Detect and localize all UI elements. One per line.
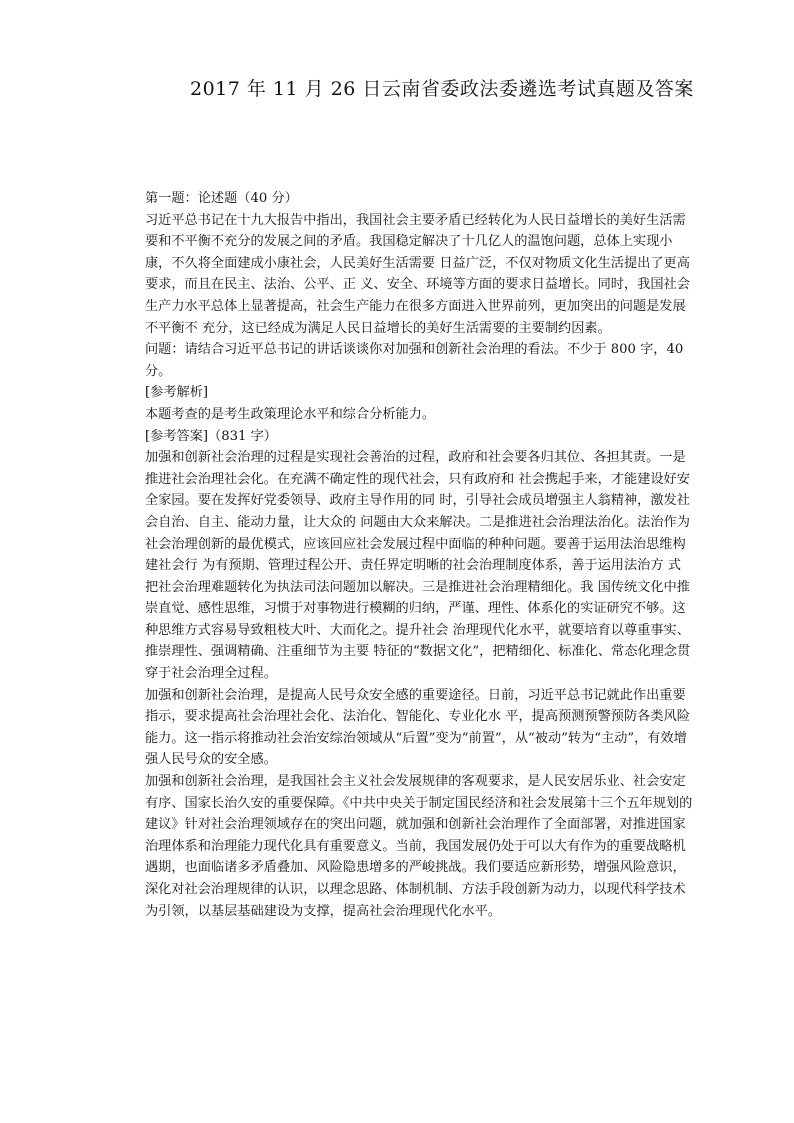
question-material: 习近平总书记在十九大报告中指出，我国社会主要矛盾已经转化为人民日益增长的美好生活需要和不平衡不充分的发展之间的矛盾。我国稳定解决了十几亿人的温饱问题，总体上实现小康，不久将全面建成小康社会，人民美好生活需要 日益广泛，不仅对物质文化生活提出了更高要求，而且在民主、法治、公平、正 义、安全、环境等方面的要求日益增长。同时，我国社会生产力水平总体上显著提高，社会生产能力在很多方面进入世界前列，更加突出的问题是发展不平衡不 充分，这已经成为满足人民日益增长的美好生活需要的主要制约因素。 <box>145 212 690 336</box>
answer-paragraph: 加强和创新社会治理，是我国社会主义社会发展规律的客观要求，是人民安居乐业、社会安定有序、国家长治久安的重要保障。《中共中央关于制定国民经济和社会发展第十三个五年规划的建议》针对社会治理领域存在的突出问题，就加强和创新社会治理作了全面部署，对推进国家治理体系和治理能力现代化具有重要意义。当前，我国发展仍处于可以大有作为的重要战略机遇期，也面临诸多矛盾叠加、风险隐患增多的严峻挑战。我们要适应新形势，增强风险意识，深化对社会治理规律的认识，以理念思路、体制机制、方法手段创新为动力，以现代科学技术为引领，以基层基础建设为支撑，提高社会治理现代化水平。 <box>145 774 693 919</box>
answer-label: [参考答案]（831 字） <box>145 428 277 444</box>
answer-paragraph: 加强和创新社会治理的过程是实现社会善治的过程，政府和社会要各归其位、各担其责。一是推进社会治理社会化。在充满不确定性的现代社会，只有政府和 社会携起手来，才能建设好安全家园。要在发挥好党委领导、政府主导作用的同 时，引导社会成员增强主人翁精神，激发社会自治、自主、能动力量，让大众的 问题由大众来解决。二是推进社会治理法治化。法治作为社会治理创新的最优模式，应该回应社会发展过程中面临的种种问题。要善于运用法治思维构建社会行 为有预期、管理过程公开、责任界定明晰的社会治理制度体系，善于运用法治方 式把社会治理难题转化为执法司法问题加以解决。三是推进社会治理精细化。我 国传统文化中推崇直觉、感性思维，习惯于对事物进行模糊的归纳，严谨、理性、体系化的实证研究不够。这种思维方式容易导致粗枝大叶、大而化之。提升社会 治理现代化水平，就要培育以尊重事实、推崇理性、强调精确、注重细节为主要 特征的“数据文化”，把精细化、标准化、常态化理念贯穿于社会治理全过程。 <box>145 450 691 682</box>
analysis-text: 本题考查的是考生政策理论水平和综合分析能力。 <box>145 406 436 422</box>
document-title: 2017 年 11 月 26 日云南省委政法委遴选考试真题及答案 <box>190 78 694 100</box>
question-prompt: 问题：请结合习近平总书记的讲话谈谈你对加强和创新社会治理的看法。不少于 800 字，40 分。 <box>145 342 684 379</box>
answer-paragraph: 加强和创新社会治理，是提高人民号众安全感的重要途径。日前，习近平总书记就此作出重要指示，要求提高社会治理社会化、法治化、智能化、专业化水 平，提高预测预警预防各类风险能力。这一指示将推动社会治安综治领域从“后置”变为“前置”，从“被动”转为“主动”，有效增强人民号众的安全感。 <box>145 687 690 768</box>
question-heading: 第一题：论述题（40 分） <box>145 191 298 206</box>
document-body <box>113 188 693 922</box>
analysis-label: [参考解析] <box>145 385 209 401</box>
